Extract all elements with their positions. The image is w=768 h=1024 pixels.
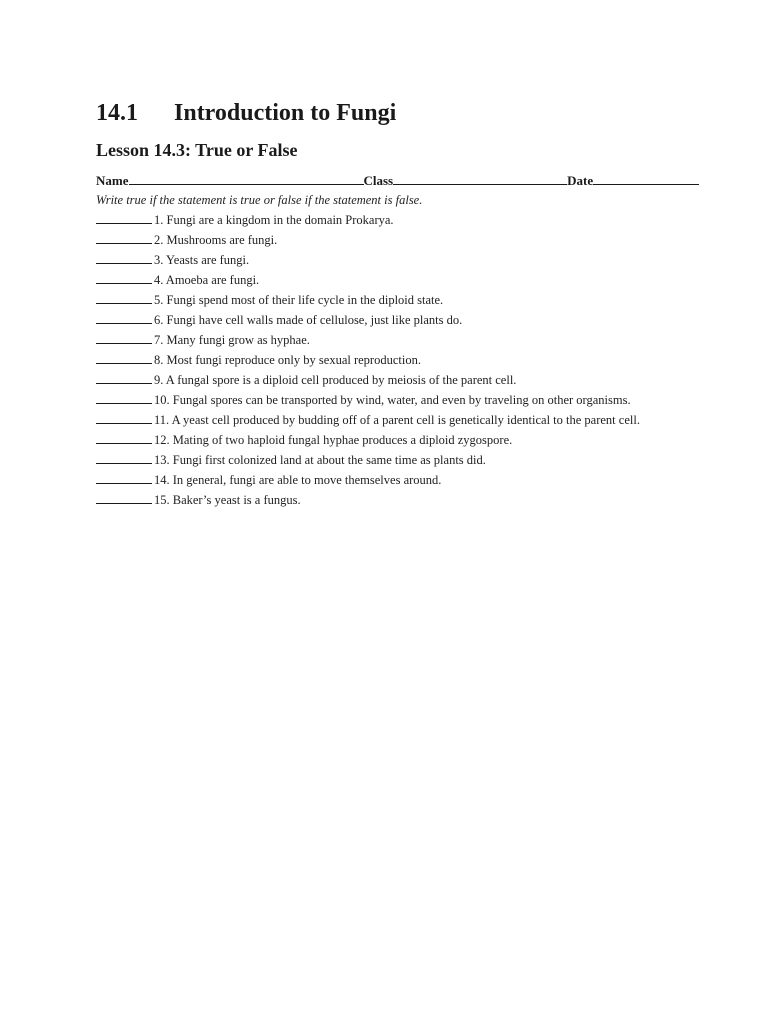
question-text: 10. Fungal spores can be transported by wind, water, and even by traveling on other organisms. bbox=[154, 393, 631, 407]
answer-blank[interactable] bbox=[96, 392, 152, 404]
question-item bbox=[96, 412, 676, 428]
instructions: Write true if the statement is true or false if the statement is false. bbox=[96, 193, 423, 207]
answer-blank[interactable] bbox=[96, 252, 152, 264]
question-text: 9. A fungal spore is a diploid cell produced by meiosis of the parent cell. bbox=[154, 373, 517, 387]
question-text: 12. Mating of two haploid fungal hyphae produces a diploid zygospore. bbox=[154, 433, 513, 447]
question-text: 8. Most fungi reproduce only by sexual reproduction. bbox=[154, 353, 421, 367]
answer-blank[interactable] bbox=[96, 332, 152, 344]
lesson-title: Lesson 14.3: True or False bbox=[96, 140, 298, 160]
question-list bbox=[96, 212, 676, 512]
answer-blank[interactable] bbox=[96, 352, 152, 364]
answer-blank[interactable] bbox=[96, 272, 152, 284]
date-label: Date bbox=[567, 173, 594, 188]
answer-blank[interactable] bbox=[96, 412, 152, 424]
section-heading bbox=[96, 100, 396, 127]
question-item bbox=[96, 212, 676, 228]
question-text: 6. Fungi have cell walls made of cellulose, just like plants do. bbox=[154, 313, 463, 327]
date-blank[interactable] bbox=[593, 173, 699, 185]
question-item bbox=[96, 312, 676, 328]
question-text: 2. Mushrooms are fungi. bbox=[154, 233, 278, 247]
question-item bbox=[96, 472, 676, 488]
class-label: Class bbox=[363, 173, 394, 188]
question-text: 5. Fungi spend most of their life cycle in the diploid state. bbox=[154, 293, 444, 307]
question-item bbox=[96, 272, 676, 288]
question-item bbox=[96, 292, 676, 308]
question-item bbox=[96, 492, 676, 508]
question-item bbox=[96, 232, 676, 248]
question-item bbox=[96, 332, 676, 348]
question-item bbox=[96, 252, 676, 268]
name-label: Name bbox=[96, 173, 129, 188]
answer-blank[interactable] bbox=[96, 372, 152, 384]
question-item bbox=[96, 432, 676, 448]
question-item bbox=[96, 392, 676, 408]
question-item bbox=[96, 352, 676, 368]
answer-blank[interactable] bbox=[96, 212, 152, 224]
section-title-text: Introduction to Fungi bbox=[174, 100, 397, 126]
section-number: 14.1 bbox=[96, 100, 138, 126]
question-text: 14. In general, fungi are able to move themselves around. bbox=[154, 473, 442, 487]
answer-blank[interactable] bbox=[96, 292, 152, 304]
answer-blank[interactable] bbox=[96, 232, 152, 244]
student-info-line bbox=[96, 173, 716, 189]
question-text: 13. Fungi first colonized land at about the same time as plants did. bbox=[154, 453, 486, 467]
question-text: 1. Fungi are a kingdom in the domain Prokarya. bbox=[154, 213, 394, 227]
name-blank[interactable] bbox=[129, 173, 364, 185]
answer-blank[interactable] bbox=[96, 492, 152, 504]
question-item bbox=[96, 452, 676, 468]
answer-blank[interactable] bbox=[96, 452, 152, 464]
question-text: 11. A yeast cell produced by budding off of a parent cell is genetically identical to the parent cell. bbox=[154, 413, 640, 427]
question-text: 4. Amoeba are fungi. bbox=[154, 273, 260, 287]
question-text: 3. Yeasts are fungi. bbox=[154, 253, 250, 267]
question-text: 15. Baker’s yeast is a fungus. bbox=[154, 493, 301, 507]
answer-blank[interactable] bbox=[96, 432, 152, 444]
answer-blank[interactable] bbox=[96, 312, 152, 324]
question-text: 7. Many fungi grow as hyphae. bbox=[154, 333, 310, 347]
class-blank[interactable] bbox=[393, 173, 567, 185]
question-item bbox=[96, 372, 676, 388]
answer-blank[interactable] bbox=[96, 472, 152, 484]
